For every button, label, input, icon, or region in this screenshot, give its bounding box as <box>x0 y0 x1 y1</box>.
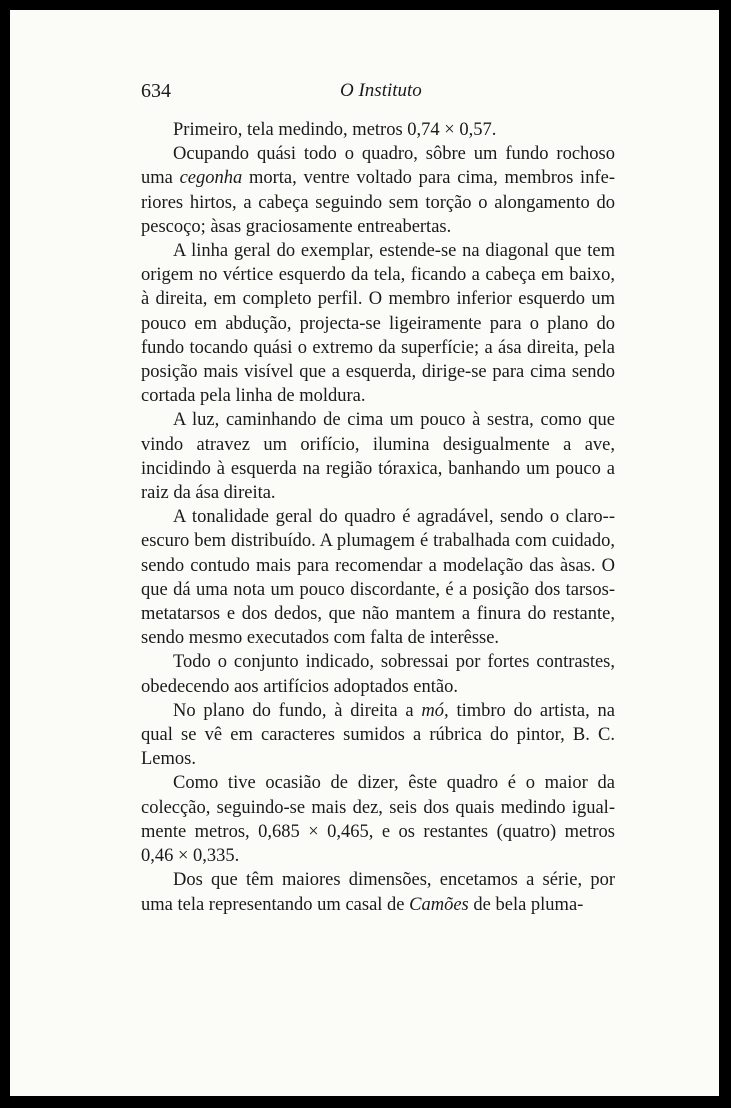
text-span: Como tive ocasião de dizer, êste quadro é o maior da colecção, seguindo-se mais dez, seis dos quais medindo igualmente metros, 0,685 × 0,465, e os restantes (quatro) metros 0,46 × 0,335. <box>141 773 615 867</box>
paragraph <box>141 771 615 868</box>
text-span: de bela pluma- <box>468 894 584 915</box>
paragraph <box>141 142 615 239</box>
italic-term-cegonha: cegonha <box>179 168 243 189</box>
text-span: timbro do artista, na qual se vê em caracteres sumidos a rúbrica do pintor, B. C. Lemos. <box>141 700 615 770</box>
text-span: Todo o conjunto indicado, sobressai por fortes contrastes, obedecendo aos artifícios adoptados então. <box>141 652 615 697</box>
italic-term-mo: mó, <box>421 700 449 721</box>
italic-term-camoes: Camões <box>409 894 469 915</box>
paragraph <box>141 699 615 772</box>
text-span: Primeiro, tela medindo, metros 0,74 × 0,57. <box>173 120 497 140</box>
text-span: A tonalidade geral do quadro é agradável, sendo o claro-escuro bem distribuído. A plumagem é trabalhada com cuidado, sendo contudo mais para recomendar a modelação das àsas. O que dá uma nota um pouco discordante, é a posição dos tarsos-metatarsos e dos dedos, que não mantem a finura do restante, sendo mesmo executados com falta de interêsse. <box>141 507 615 649</box>
page-number: 634 <box>141 80 171 102</box>
text-span: A luz, caminhando de cima um pouco à sestra, como que vindo atravez um orifício, ilumina desigualmente a ave, incidindo à esquerda na região tóraxica, banhando um pouco a raiz da ása direita. <box>141 410 615 504</box>
paragraph <box>141 868 615 916</box>
text-span: Dos que têm maiores dimensões, encetamos a série, por uma tela representando um casal de <box>141 870 615 915</box>
text-span: A linha geral do exemplar, estende-se na diagonal que tem origem no vértice esquerdo da tela, ficando a cabeça em baixo, à direita, em completo perfil. O membro inferior esquerdo um pouco em abdução, projecta-se ligeiramente para o plano do fundo tocando quási o extremo da superfície; a ása direita, pela posição mais visível que a esquerda, dirige-se para cima sendo cortada pela linha de moldura. <box>141 241 615 407</box>
running-title: O Instituto <box>340 80 422 101</box>
paragraph <box>141 505 615 650</box>
text-span: No plano do fundo, à direita a <box>173 700 422 721</box>
text-span: morta, ventre voltado para cima, membros inferiores hirtos, a cabeça seguindo sem torção o alongamento do pescoço; àsas graciosamente entreabertas. <box>141 168 615 237</box>
paragraph <box>141 408 615 505</box>
book-page <box>10 10 719 1096</box>
paragraph <box>141 239 615 408</box>
paragraph <box>141 118 615 142</box>
paragraph <box>141 650 615 698</box>
text-span: Ocupando quási todo o quadro, sôbre um fundo rochoso uma <box>141 144 615 189</box>
page-header <box>10 80 719 104</box>
body-text <box>141 118 615 917</box>
